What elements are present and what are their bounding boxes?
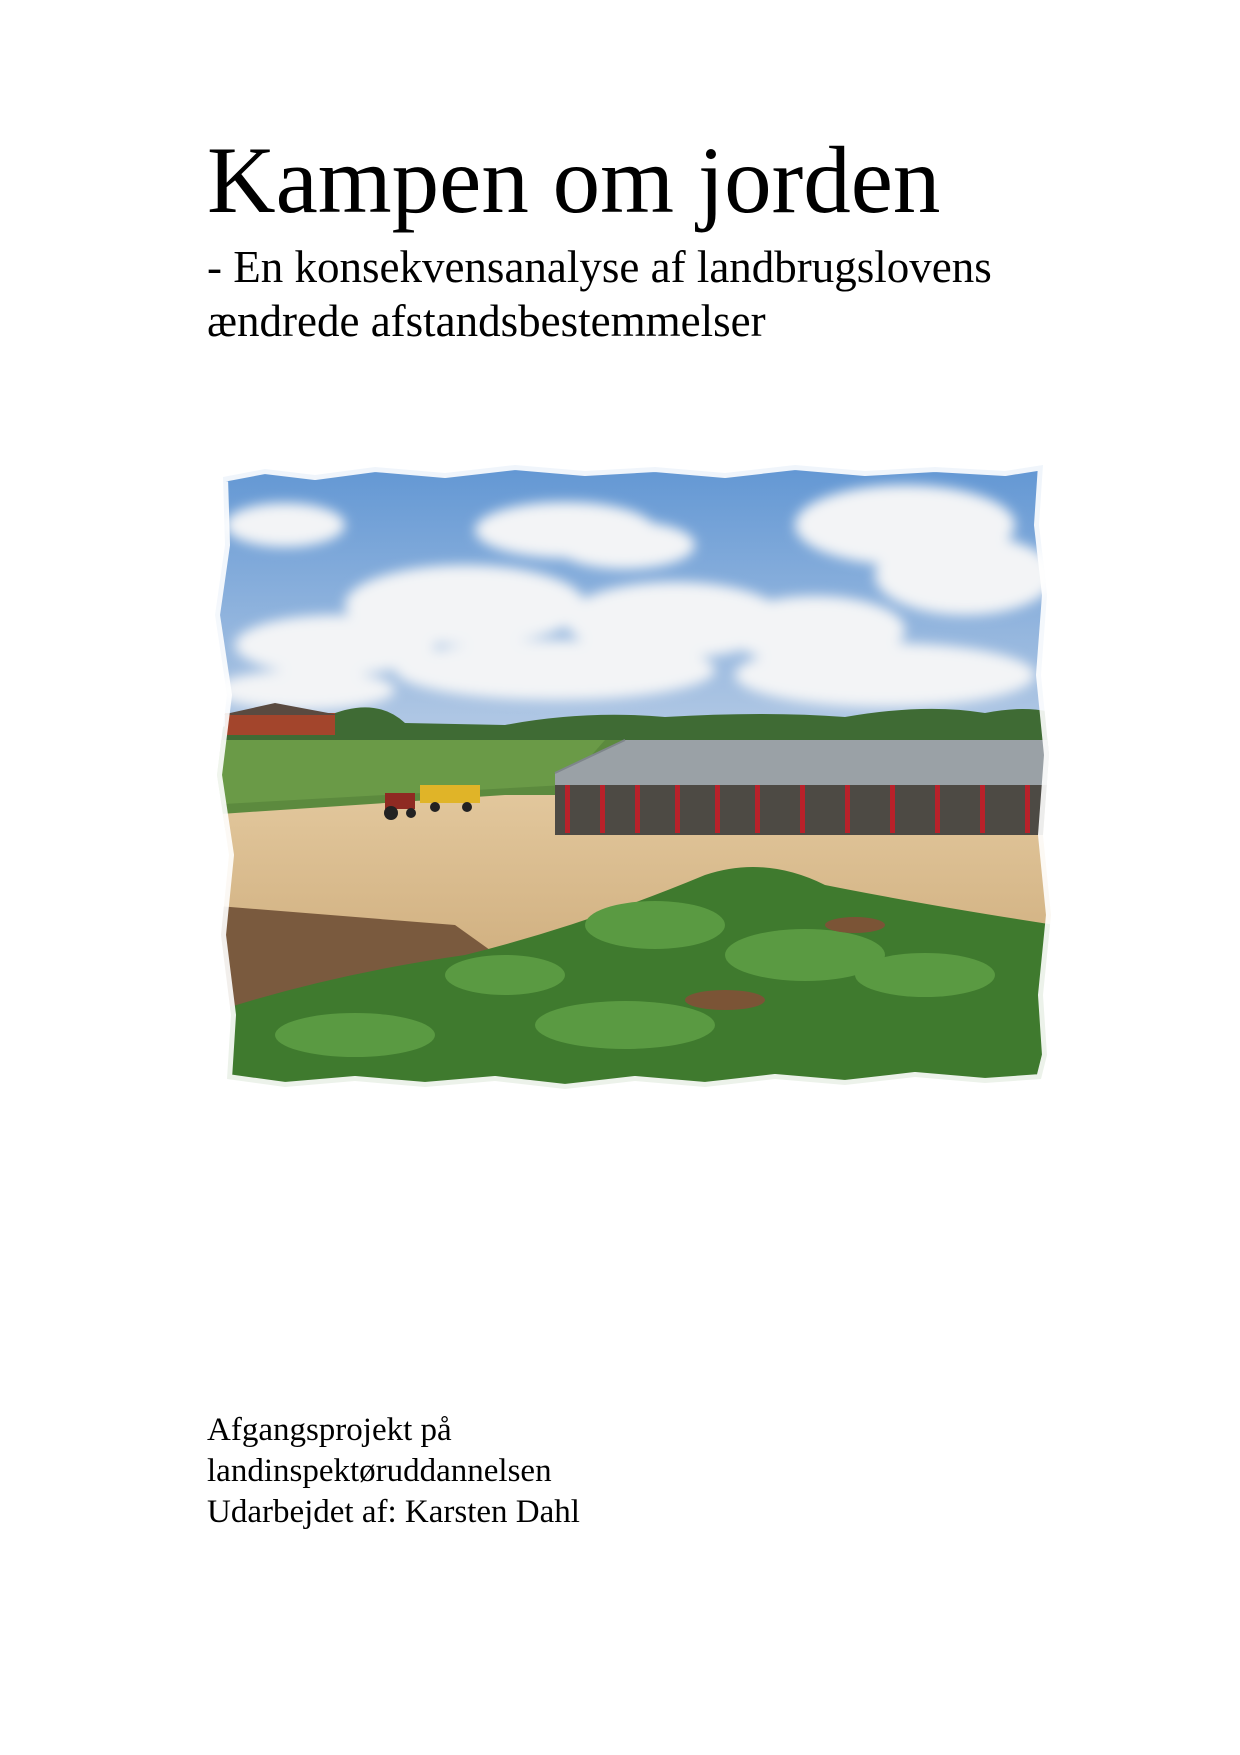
cover-photo [205, 455, 1055, 1095]
footer-line-1: Afgangsprojekt på [207, 1412, 452, 1448]
document-footer [207, 1410, 580, 1533]
footer-line-3: Udarbejdet af: Karsten Dahl [207, 1494, 580, 1530]
subtitle-line-1: - En konsekvensanalyse af landbrugslovens [207, 242, 992, 292]
footer-line-2: landinspektøruddannelsen [207, 1453, 552, 1489]
farm-construction-photo-icon [205, 455, 1055, 1095]
subtitle-line-2: ændrede afstandsbestemmelser [207, 296, 766, 346]
document-title: Kampen om jorden [207, 127, 941, 233]
document-subtitle [207, 240, 992, 348]
